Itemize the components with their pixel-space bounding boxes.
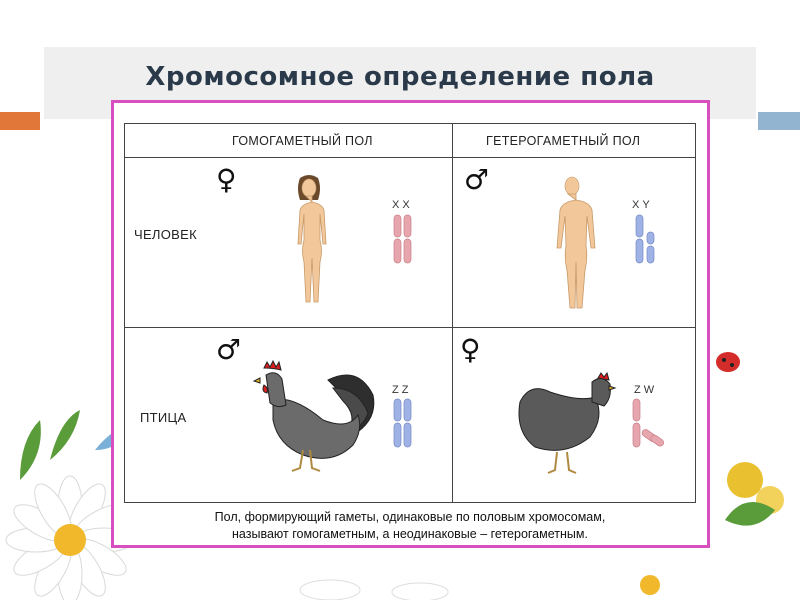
chromosome-label-xx: XX xyxy=(392,199,413,211)
female-symbol-icon: ♀ xyxy=(460,333,481,366)
caption-line-1: Пол, формирующий гаметы, одинаковые по половым хромосомам, xyxy=(214,510,606,524)
caption-line-2: называют гомогаметным, а неодинаковые – гетерогаметным. xyxy=(232,527,588,541)
xy-chromosomes-icon xyxy=(634,214,658,264)
rooster-figure-icon xyxy=(248,360,378,480)
zw-chromosomes-icon xyxy=(630,398,670,448)
slide-title: Хромосомное определение пола xyxy=(145,62,655,92)
column-divider xyxy=(452,123,453,503)
decor-bar-left xyxy=(0,112,40,130)
bottom-daisies xyxy=(300,575,660,600)
hen-figure-icon xyxy=(512,372,622,480)
male-symbol-icon: ♂ xyxy=(464,163,490,196)
row-label-human: ЧЕЛОВЕК xyxy=(134,227,197,242)
ladybug xyxy=(716,352,740,372)
female-symbol-icon: ♀ xyxy=(216,163,237,196)
row-divider xyxy=(124,327,696,328)
header-divider xyxy=(124,157,696,158)
xx-chromosomes-icon xyxy=(392,214,414,264)
chromosome-label-zw: ZW xyxy=(634,384,658,396)
male-symbol-icon: ♂ xyxy=(216,333,242,366)
chromosome-label-zz: ZZ xyxy=(392,384,412,396)
chromosome-label-xy: XY xyxy=(632,199,653,211)
man-figure-icon xyxy=(546,174,598,312)
flowers-right xyxy=(725,462,784,526)
header-homogametic: ГОМОГАМЕТНЫЙ ПОЛ xyxy=(232,134,373,148)
row-label-bird: ПТИЦА xyxy=(140,410,187,425)
woman-figure-icon xyxy=(284,174,334,312)
header-heterogametic: ГЕТЕРОГАМЕТНЫЙ ПОЛ xyxy=(486,134,641,148)
zz-chromosomes-icon xyxy=(392,398,414,448)
caption xyxy=(124,509,696,543)
decor-bar-right xyxy=(758,112,800,130)
